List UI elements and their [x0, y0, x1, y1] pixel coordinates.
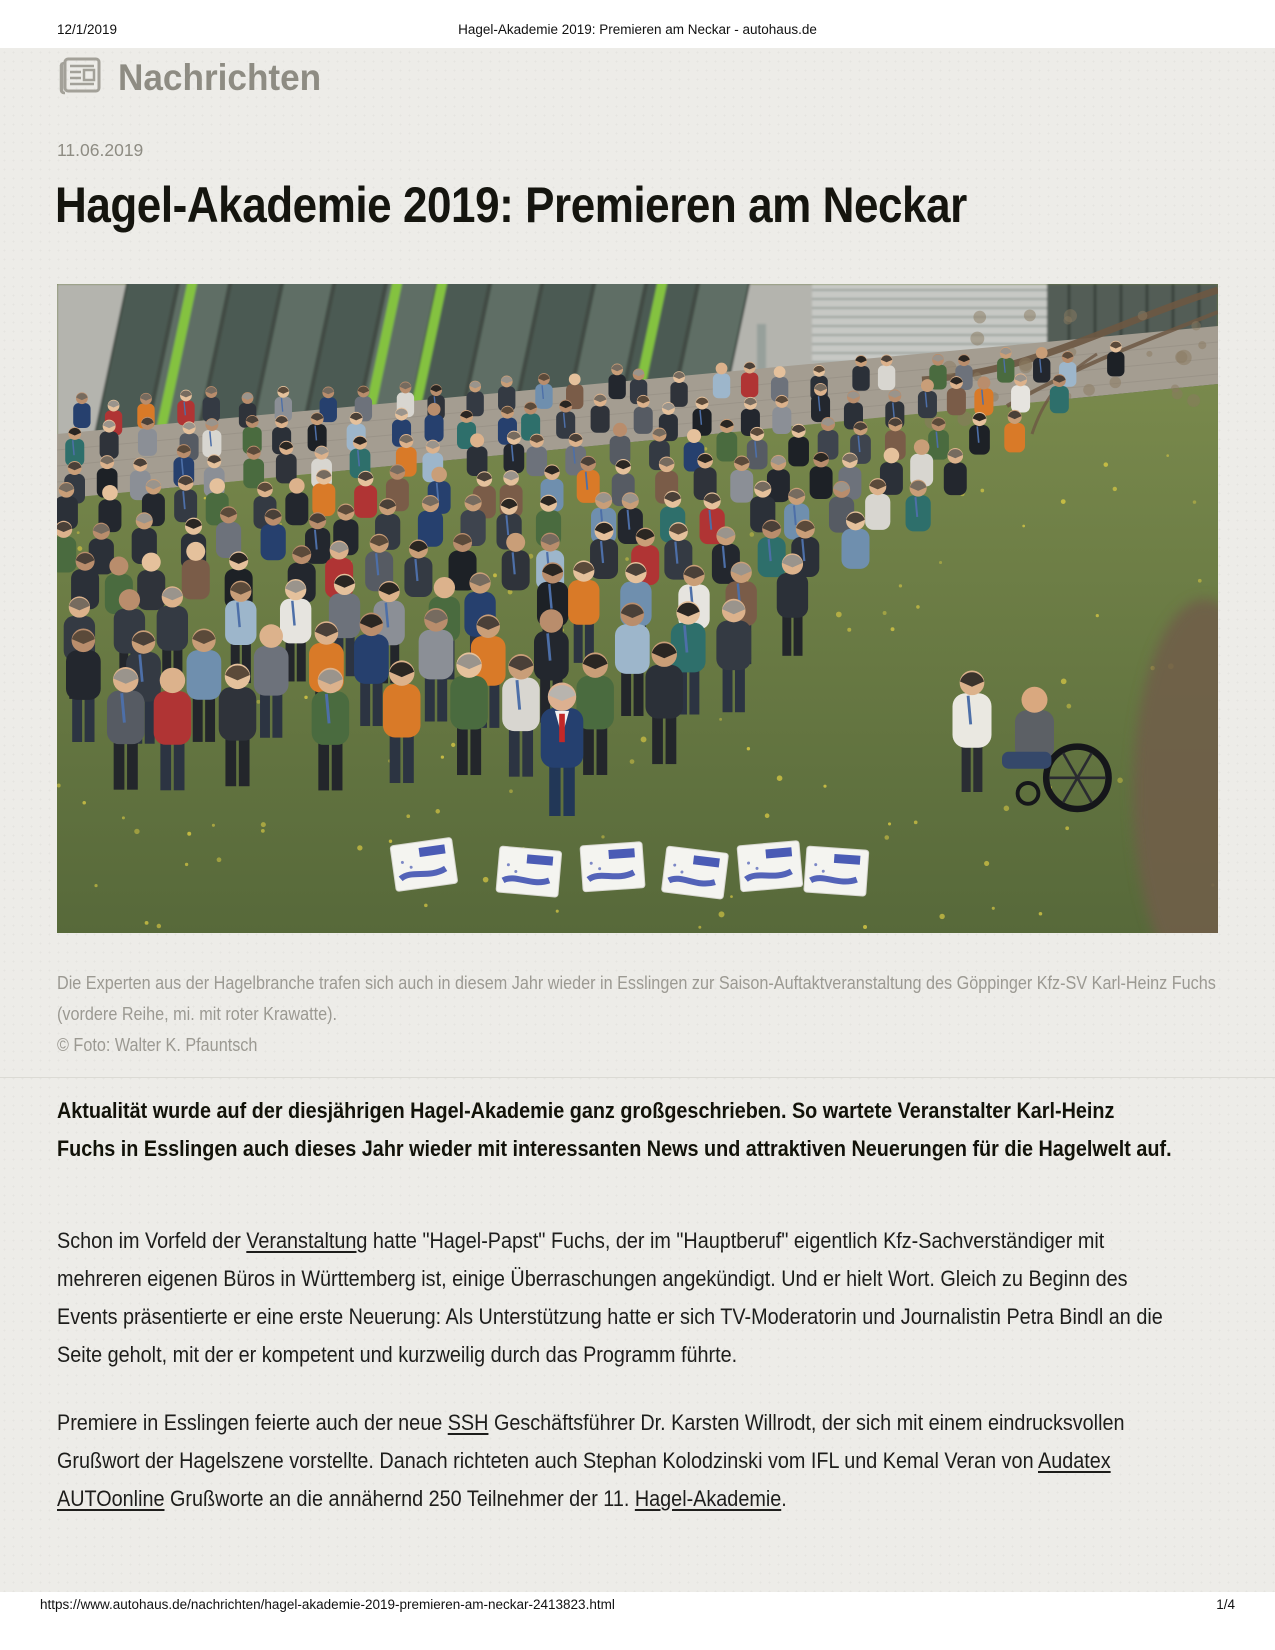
inline-link[interactable]: AUTOonline — [57, 1486, 165, 1511]
lead-paragraph: Aktualität wurde auf der diesjährigen Hagel-Akademie ganz großgeschrieben. So wartete Veranstalter Karl-Heinz Fuchs in Esslingen auch dieses Jahr wieder mit interessanten News und attraktiven Neuerungen für die Hagelwelt auf. — [57, 1098, 1172, 1161]
photo-caption — [57, 968, 1218, 1061]
caption-credit: © Foto: Walter K. Pfauntsch — [57, 1035, 258, 1055]
inline-link[interactable]: Veranstaltung — [246, 1228, 368, 1253]
group-photo-illustration — [57, 284, 1218, 933]
brand-label: Nachrichten — [118, 56, 322, 98]
print-header-title: Hagel-Akademie 2019: Premieren am Neckar - autohaus.de — [458, 22, 817, 37]
text-run: Grußworte an die annähernd 250 Teilnehmer der 11. — [164, 1486, 635, 1511]
nachrichten-brand — [55, 54, 332, 101]
print-header-date: 12/1/2019 — [57, 22, 118, 37]
text-run: Premiere in Esslingen feierte auch der neue — [57, 1410, 448, 1435]
article-photo — [57, 284, 1218, 933]
section-divider — [0, 1077, 1275, 1078]
inline-link[interactable]: Audatex — [1038, 1448, 1111, 1473]
body-paragraph — [57, 1404, 1178, 1518]
article-headline: Hagel-Akademie 2019: Premieren am Neckar — [55, 177, 967, 233]
text-run: Geschäftsführer Dr. Karsten Willrodt, der sich mit einem eindrucksvollen Grußwort der Hagelszene vorstellte. Danach richteten auch Stephan Kolodzinski vom IFL und Kemal Veran von — [57, 1410, 1125, 1473]
text-run: Schon im Vorfeld der — [57, 1228, 247, 1253]
body-paragraph — [57, 1222, 1178, 1374]
inline-link[interactable]: SSH — [447, 1410, 489, 1435]
footer-page-number: 1/4 — [1216, 1597, 1235, 1612]
article-date: 11.06.2019 — [57, 140, 144, 160]
text-run: hatte "Hagel-Papst" Fuchs, der im "Hauptberuf" eigentlich Kfz-Sachverständiger mit mehreren eigenen Büros in Württemberg ist, einige Überraschungen angekündigt. Und er hielt Wort. Gleich zu Beginn des Events präsentierte er eine erste Neuerung: Als Unterstützung hatte er sich TV-Moderatorin und Journalistin Petra Bindl an die Seite geholt, mit der er kompetent und kurzweilig durch das Programm führte. — [57, 1228, 1163, 1367]
caption-text: Die Experten aus der Hagelbranche trafen sich auch in diesem Jahr wieder in Esslingen zur Saison-Auftaktveranstaltung des Göppinger Kfz-SV Karl-Heinz Fuchs (vordere Reihe, mi. mit roter Krawatte). — [57, 973, 1216, 1024]
footer-url: https://www.autohaus.de/nachrichten/hagel-akademie-2019-premieren-am-neckar-2413823.html — [40, 1597, 615, 1612]
newspaper-icon — [55, 54, 105, 101]
text-run: . — [781, 1486, 787, 1511]
inline-link[interactable]: Hagel-Akademie — [634, 1486, 782, 1511]
